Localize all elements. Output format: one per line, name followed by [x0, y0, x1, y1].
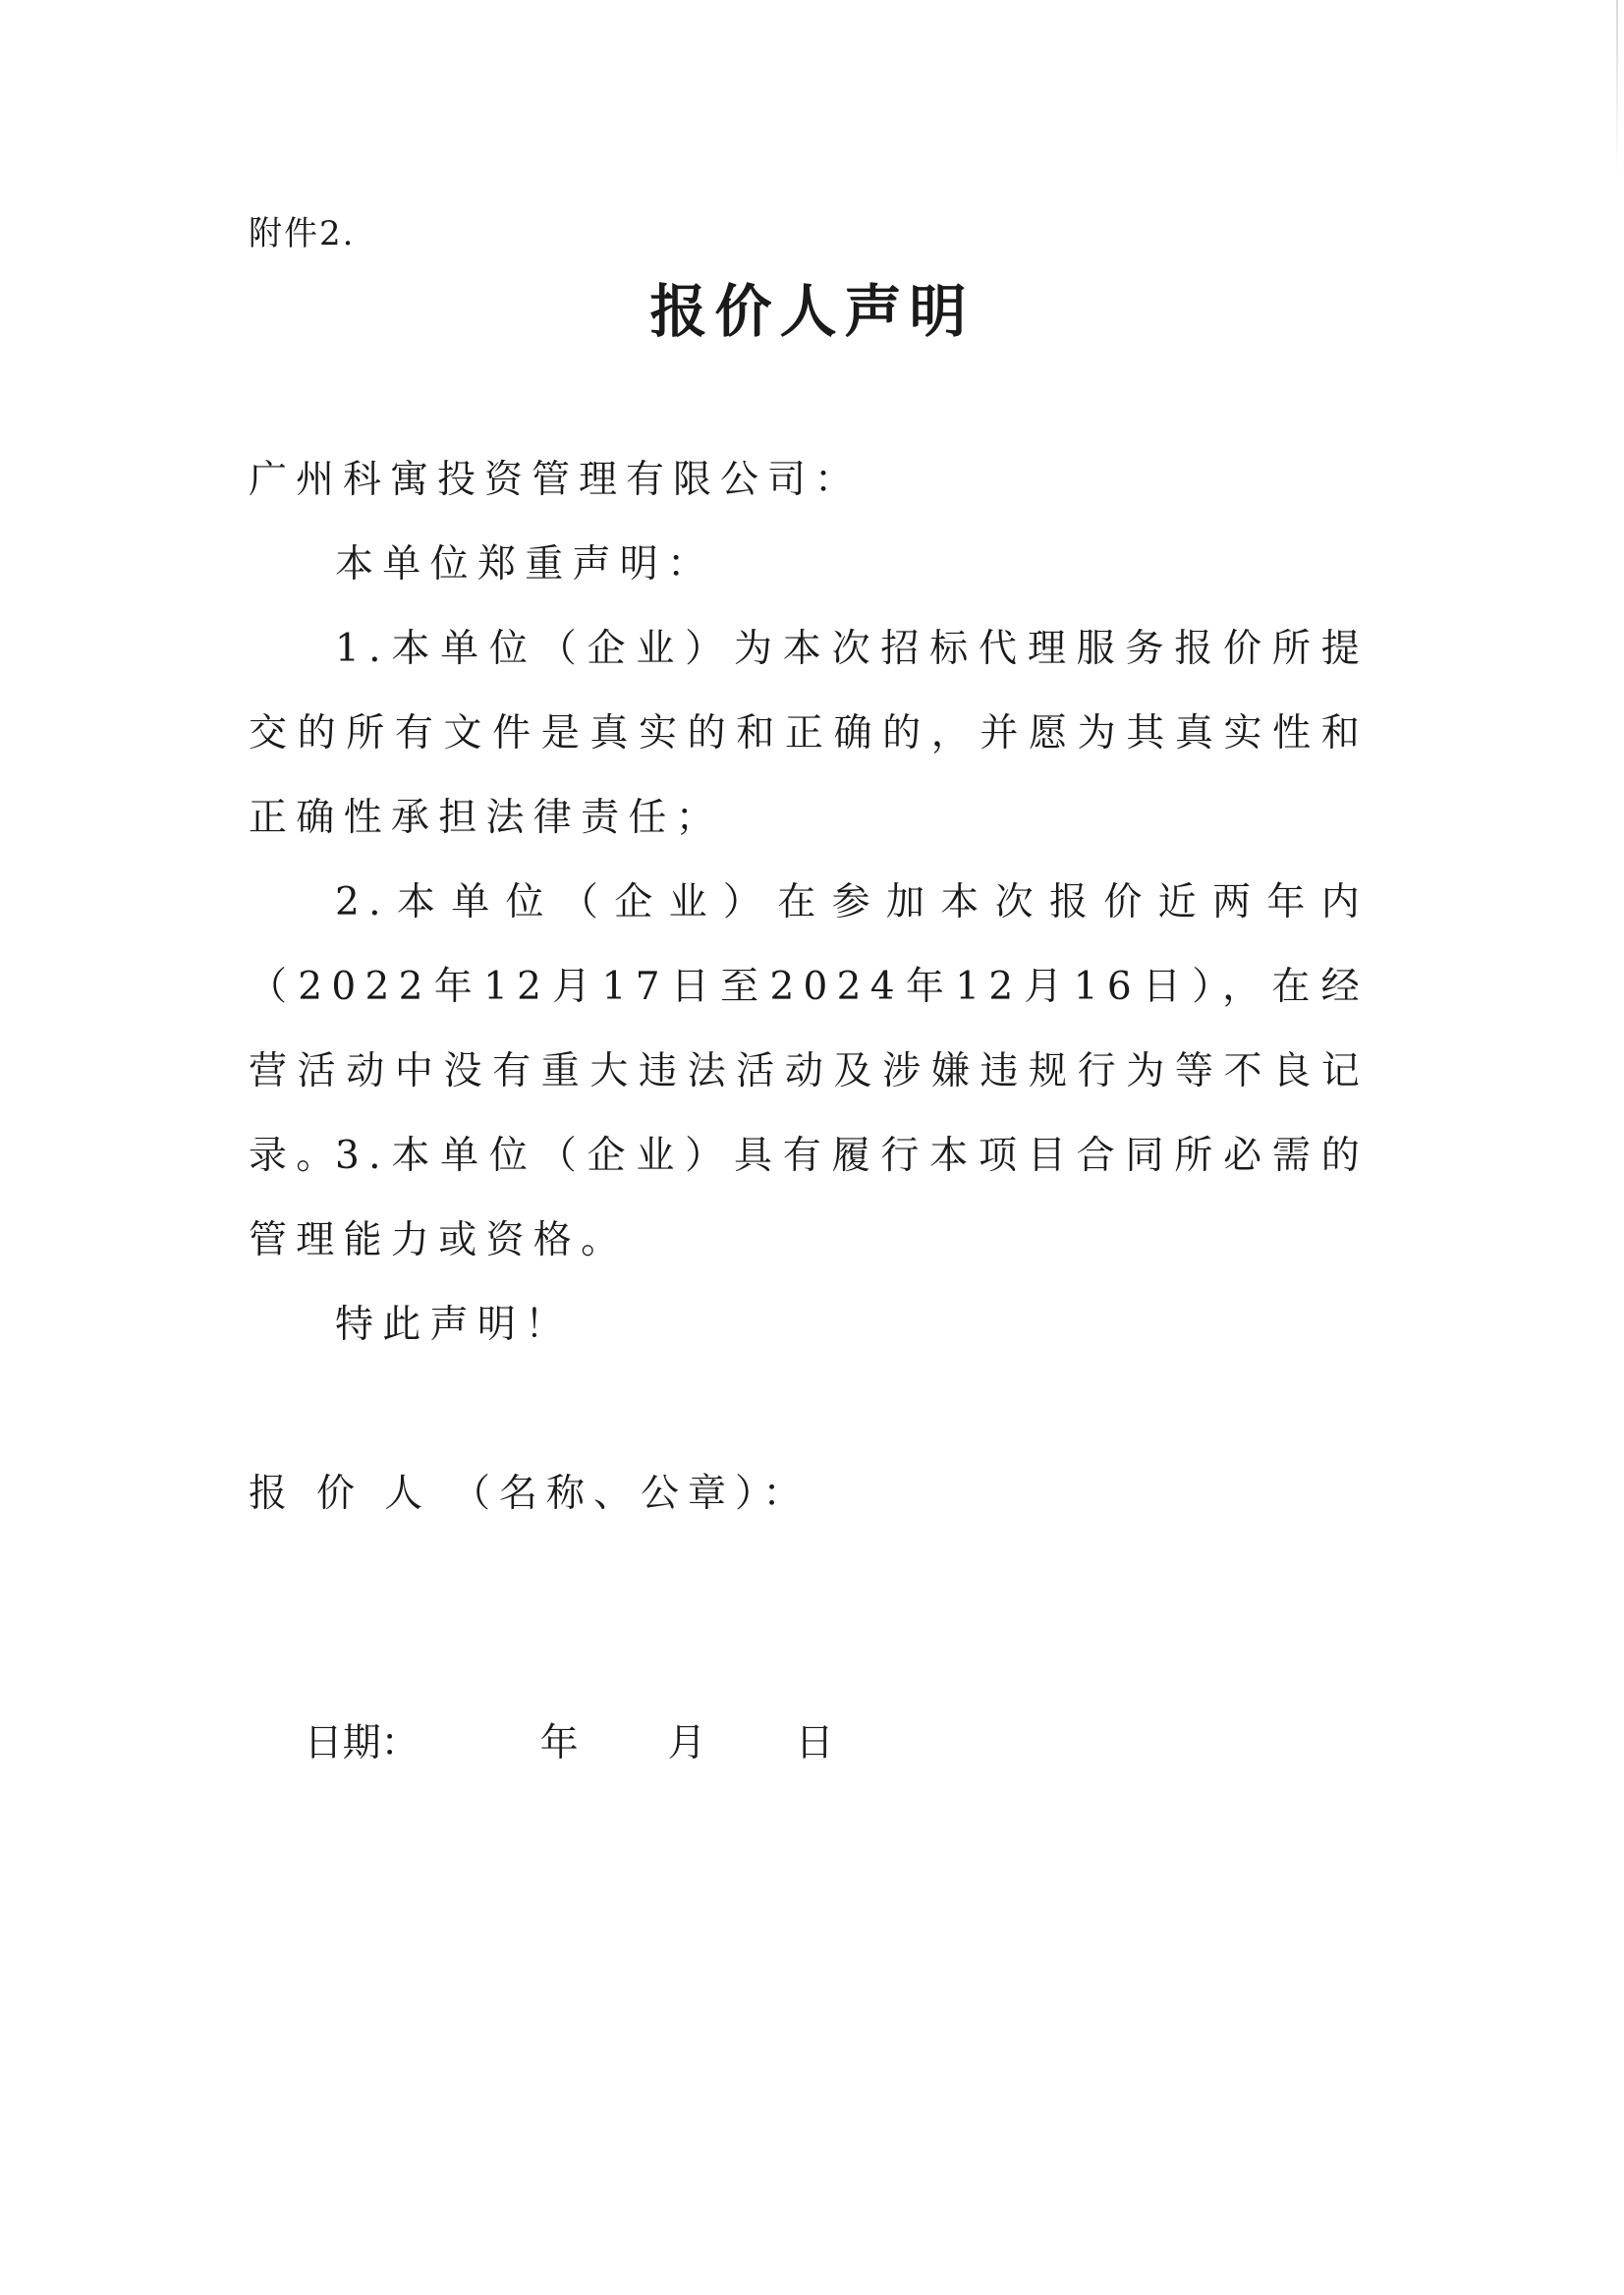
date-label: 日期：	[304, 1721, 420, 1765]
declaration-intro: 本单位郑重声明：	[335, 542, 715, 587]
closing-statement: 特此声明！	[335, 1303, 573, 1347]
signer-line	[249, 1452, 811, 1537]
date-year-label: 年	[539, 1721, 579, 1765]
clause-2: 2.本单位（企业）在参加本次报价近两年内（2022年12月17日至2024年12月16日），在经营活动中没有重大违法活动及涉嫌违规行为等不良记录。	[249, 880, 1369, 1178]
attachment-label: 附件2.	[249, 214, 356, 253]
document-title: 报价人声明	[649, 278, 975, 345]
clause-1: 1.本单位（企业）为本次招标代理服务报价所提交的所有文件是真实的和正确的，并愿为其真实性和正确性承担法律责任；	[249, 627, 1369, 840]
date-day-label: 日	[795, 1721, 834, 1765]
scan-edge-shadow	[1616, 0, 1618, 177]
clause-3: 3.本单位（企业）具有履行本项目合同所必需的管理能力或资格。	[249, 1134, 1369, 1262]
addressee: 广州科寓投资管理有限公司：	[249, 458, 863, 502]
date-line	[255, 1617, 834, 1871]
signer-label: 报价人	[249, 1472, 453, 1516]
date-month-label: 月	[667, 1721, 706, 1765]
signer-label-detail: （名称、公章）：	[452, 1472, 811, 1516]
